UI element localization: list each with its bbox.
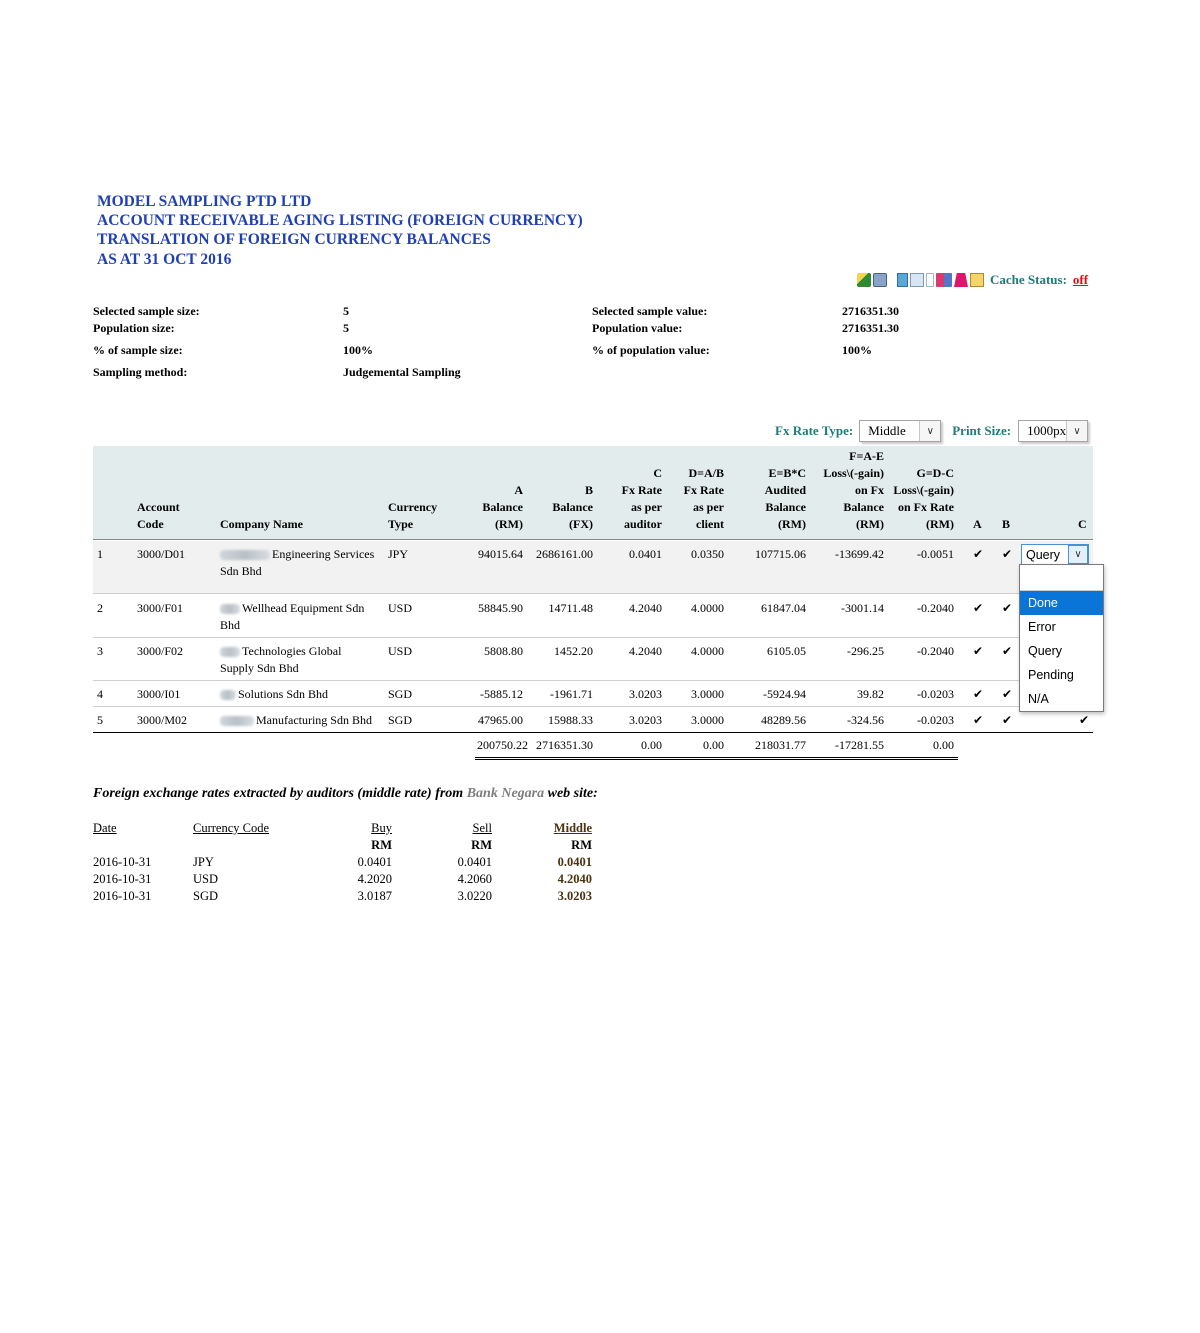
company-name: Wellhead Equipment Sdn Bhd	[220, 601, 365, 632]
audited-balance: 6105.05	[767, 644, 806, 658]
check-a[interactable]: ✔	[973, 547, 984, 561]
fx-rate-auditor: 3.0203	[629, 687, 662, 701]
currency-type: SGD	[388, 687, 413, 701]
balance-fx: 14711.48	[548, 601, 593, 615]
status-option-error[interactable]: Error	[1028, 620, 1056, 634]
company-name: Engineering Services Sdn Bhd	[220, 547, 375, 578]
copy-icon[interactable]	[910, 273, 924, 287]
document-icon[interactable]	[926, 273, 934, 287]
header-check-b: B	[1002, 517, 1011, 531]
toolbar	[857, 270, 1088, 290]
audited-balance: 48289.56	[761, 713, 806, 727]
fx-unit-buy: RM	[371, 838, 392, 852]
status-select[interactable]	[1021, 544, 1089, 565]
chevron-down-icon: ∨	[1068, 545, 1088, 564]
loss-gain-balance: 39.82	[857, 687, 884, 701]
balance-fx: 2686161.00	[536, 547, 593, 561]
audited-balance: 61847.04	[761, 601, 806, 615]
check-c[interactable]: ✔	[1079, 713, 1090, 727]
sample-value-label: Selected sample value:	[592, 304, 708, 318]
account-code[interactable]: 3000/F02	[137, 644, 184, 658]
controls-bar	[775, 419, 1088, 443]
notes-icon[interactable]	[970, 273, 984, 287]
pct-population-value: 100%	[842, 343, 872, 357]
fx-row-sell: 3.0220	[457, 889, 492, 903]
fx-row-code: SGD	[193, 889, 219, 903]
company-name: Solutions Sdn Bhd	[220, 686, 328, 703]
check-a[interactable]: ✔	[973, 713, 984, 727]
row-number: 1	[97, 547, 103, 561]
print-size-value: 1000px	[1027, 423, 1067, 438]
total-loss-gain-rate: 0.00	[933, 738, 954, 752]
balance-fx: 15988.33	[548, 713, 593, 727]
loss-gain-rate: -0.0051	[917, 547, 954, 561]
fx-header-buy[interactable]: Buy	[371, 821, 392, 835]
status-option-na[interactable]: N/A	[1028, 692, 1049, 706]
report-date: AS AT 31 OCT 2016	[97, 250, 232, 268]
sampling-method-value: Judgemental Sampling	[343, 365, 461, 379]
fx-rate-client: 4.0000	[691, 644, 724, 658]
total-audited-balance: 218031.77	[755, 738, 806, 752]
fx-rate-client: 3.0000	[691, 687, 724, 701]
fx-row-sell: 0.0401	[457, 855, 492, 869]
fx-row-middle: 3.0203	[557, 889, 592, 903]
report-name: ACCOUNT RECEIVABLE AGING LISTING (FOREIGN CURRENCY)	[97, 212, 583, 230]
cache-status-toggle[interactable]: off	[1072, 272, 1089, 287]
check-b[interactable]: ✔	[1002, 601, 1013, 615]
status-option-done[interactable]: Done	[1020, 591, 1103, 615]
loss-gain-rate: -0.0203	[917, 713, 954, 727]
header-fx-rate-auditor: C Fx Rate as per auditor	[621, 466, 662, 531]
account-code[interactable]: 3000/F01	[137, 601, 184, 615]
loss-gain-balance: -13699.42	[835, 547, 884, 561]
table-header	[93, 446, 1093, 540]
fx-rate-type-label: Fx Rate Type:	[775, 423, 854, 438]
status-option-query[interactable]: Query	[1028, 644, 1063, 658]
audited-balance: 107715.06	[755, 547, 806, 561]
fx-row-date: 2016-10-31	[93, 872, 152, 886]
loss-gain-rate: -0.2040	[917, 644, 954, 658]
fx-header-date[interactable]: Date	[93, 821, 117, 835]
total-loss-gain-balance: -17281.55	[835, 738, 884, 752]
table-row	[93, 681, 1093, 707]
header-account-code: Account Code	[137, 500, 180, 531]
header-balance-fx: B Balance (FX)	[552, 483, 593, 531]
fx-rate-type-value: Middle	[868, 423, 906, 438]
header-status-c: C	[1078, 517, 1087, 531]
pct-sample-value: 100%	[343, 343, 373, 357]
print-size-label: Print Size:	[952, 423, 1012, 438]
print-icon[interactable]	[873, 273, 887, 287]
loss-gain-rate: -0.2040	[917, 601, 954, 615]
loss-gain-balance: -324.56	[847, 713, 884, 727]
chevron-down-icon: ∨	[1066, 421, 1087, 441]
row-number: 4	[97, 687, 103, 701]
header-company-name: Company Name	[220, 517, 303, 531]
row-number: 5	[97, 713, 103, 727]
report-subtitle: TRANSLATION OF FOREIGN CURRENCY BALANCES	[97, 231, 491, 249]
fx-row-buy: 0.0401	[357, 855, 392, 869]
population-size-label: Population size:	[93, 321, 175, 335]
fx-header-middle[interactable]: Middle	[553, 821, 592, 835]
balance-fx: 1452.20	[554, 644, 593, 658]
status-dropdown-list	[1019, 564, 1104, 712]
company-name: Manufacturing Sdn Bhd	[220, 712, 372, 729]
totals-row	[475, 732, 958, 760]
fx-rate-client: 0.0350	[691, 547, 724, 561]
loss-gain-rate: -0.0203	[917, 687, 954, 701]
fx-row-middle: 4.2040	[557, 872, 592, 886]
sample-value: 2716351.30	[842, 304, 899, 318]
fx-unit-sell: RM	[471, 838, 492, 852]
total-fx-rate-client: 0.00	[703, 738, 724, 752]
print-size-select[interactable]	[1018, 420, 1088, 442]
account-code[interactable]: 3000/D01	[137, 547, 185, 561]
dropdown-search-input[interactable]	[1020, 565, 1103, 591]
header-audited-balance: E=B*C Audited Balance (RM)	[764, 466, 806, 531]
check-b[interactable]: ✔	[1002, 713, 1013, 727]
table-row	[93, 707, 1093, 733]
fx-row-sell: 4.2060	[457, 872, 492, 886]
check-a[interactable]: ✔	[973, 687, 984, 701]
balance-rm: 58845.90	[478, 601, 523, 615]
total-balance-fx: 2716351.30	[536, 738, 593, 752]
population-value-label: Population value:	[592, 321, 683, 335]
check-a[interactable]: ✔	[973, 644, 984, 658]
fx-header-currency[interactable]: Currency Code	[193, 821, 270, 835]
fx-row-buy: 4.2020	[357, 872, 392, 886]
table-row	[93, 541, 1093, 594]
company-name: MODEL SAMPLING PTD LTD	[97, 193, 312, 210]
header-loss-gain-fx-balance: F=A-E Loss\(-gain) on Fx Balance (RM)	[823, 449, 884, 531]
fx-source-note: Foreign exchange rates extracted by auditors (middle rate) from Bank Negara web site:	[93, 786, 598, 801]
table-row	[93, 595, 1093, 638]
population-value: 2716351.30	[842, 321, 899, 335]
total-balance-rm: 200750.22	[477, 738, 528, 752]
fx-row-date: 2016-10-31	[93, 889, 152, 903]
sample-size-label: Selected sample size:	[93, 304, 200, 318]
balance-fx: -1961.71	[550, 687, 593, 701]
balance-rm: -5885.12	[480, 687, 523, 701]
currency-type: USD	[388, 601, 413, 615]
fx-unit-middle: RM	[571, 838, 592, 852]
fx-row-code: JPY	[193, 855, 214, 869]
table-row	[93, 638, 1093, 681]
chevron-down-icon: ∨	[919, 421, 940, 441]
fx-rate-client: 4.0000	[691, 601, 724, 615]
total-fx-rate-auditor: 0.00	[641, 738, 662, 752]
edit-icon[interactable]	[857, 273, 871, 287]
header-check-a: A	[973, 517, 982, 531]
report-title	[97, 192, 583, 269]
bank-negara-link[interactable]: Bank Negara	[466, 786, 545, 801]
header-balance-rm: A Balance (RM)	[482, 483, 523, 531]
loss-gain-balance: -296.25	[847, 644, 884, 658]
fx-row-code: USD	[193, 872, 219, 886]
font-icon[interactable]	[936, 273, 952, 287]
status-select-value: Query	[1026, 547, 1061, 562]
header-loss-gain-fx-rate: G=D-C Loss\(-gain) on Fx Rate (RM)	[893, 466, 954, 531]
row-number: 2	[97, 601, 103, 615]
fx-row-middle: 0.0401	[557, 855, 592, 869]
currency-type: JPY	[388, 547, 409, 561]
pdf-icon[interactable]	[954, 273, 968, 287]
fx-row-buy: 3.0187	[357, 889, 392, 903]
balance-rm: 94015.64	[478, 547, 523, 561]
fx-row-date: 2016-10-31	[93, 855, 152, 869]
loss-gain-balance: -3001.14	[841, 601, 884, 615]
check-b[interactable]: ✔	[1002, 547, 1013, 561]
sample-size-value: 5	[343, 304, 349, 318]
check-b[interactable]: ✔	[1002, 687, 1013, 701]
check-b[interactable]: ✔	[1002, 644, 1013, 658]
account-code[interactable]: 3000/M02	[137, 713, 188, 727]
fx-rate-auditor: 3.0203	[629, 713, 662, 727]
fx-rate-auditor: 4.2040	[629, 601, 662, 615]
status-option-pending[interactable]: Pending	[1028, 668, 1074, 682]
fx-rate-auditor: 0.0401	[629, 547, 662, 561]
audited-balance: -5924.94	[763, 687, 806, 701]
currency-type: SGD	[388, 713, 413, 727]
fx-rate-type-select[interactable]	[859, 420, 941, 442]
pct-population-label: % of population value:	[592, 343, 710, 357]
pct-sample-label: % of sample size:	[93, 343, 183, 357]
balance-rm: 47965.00	[478, 713, 523, 727]
fx-rate-client: 3.0000	[691, 713, 724, 727]
population-size-value: 5	[343, 321, 349, 335]
row-number: 3	[97, 644, 103, 658]
sampling-method-label: Sampling method:	[93, 365, 188, 379]
cache-status-label: Cache Status:	[990, 272, 1067, 287]
company-name: Technologies Global Supply Sdn Bhd	[220, 644, 342, 675]
check-a[interactable]: ✔	[973, 601, 984, 615]
balance-rm: 5808.80	[484, 644, 523, 658]
export-icon[interactable]	[897, 273, 908, 287]
currency-type: USD	[388, 644, 413, 658]
header-currency-type: Currency Type	[388, 500, 438, 531]
fx-header-sell[interactable]: Sell	[472, 821, 492, 835]
header-fx-rate-client: D=A/B Fx Rate as per client	[683, 466, 724, 531]
account-code[interactable]: 3000/I01	[137, 687, 181, 701]
fx-rate-auditor: 4.2040	[629, 644, 662, 658]
